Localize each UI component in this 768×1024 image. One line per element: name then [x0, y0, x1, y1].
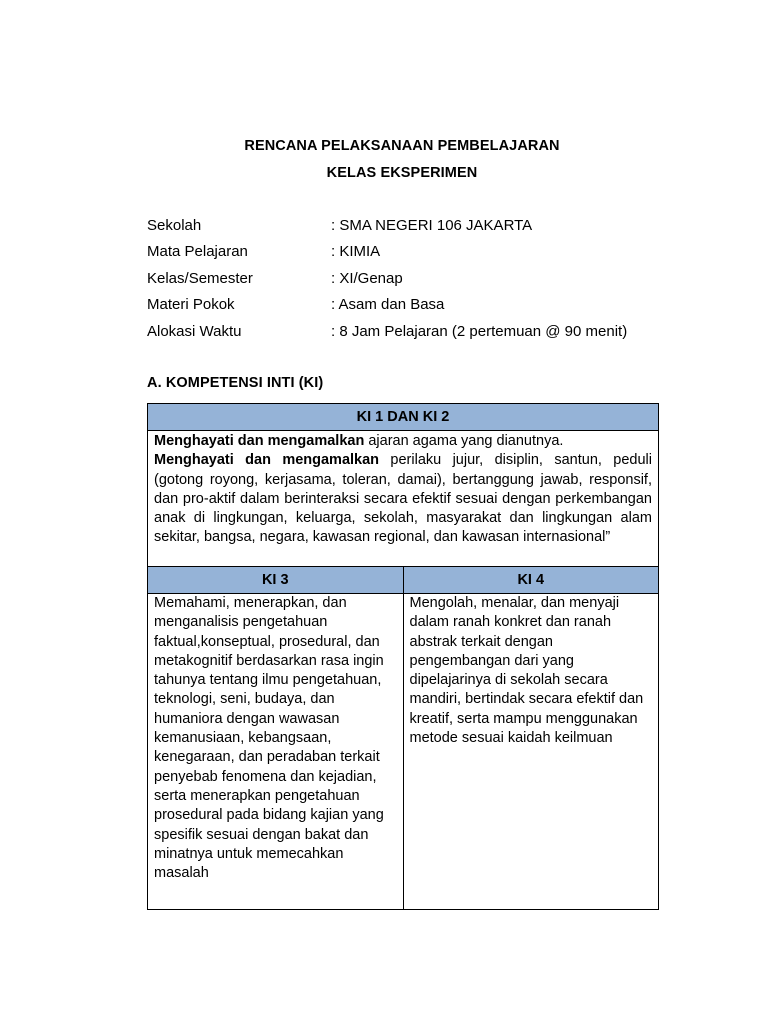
info-label: Mata Pelajaran: [147, 243, 248, 260]
info-value: : 8 Jam Pelajaran (2 pertemuan @ 90 menit): [331, 323, 628, 340]
table-row: [148, 594, 659, 910]
info-label: Sekolah: [147, 217, 202, 234]
ki1-text: ajaran agama yang dianutnya.: [364, 433, 564, 449]
info-value: : SMA NEGERI 106 JAKARTA: [331, 217, 533, 234]
info-label: Materi Pokok: [147, 296, 235, 313]
ki12-content-cell: [148, 431, 659, 567]
table-header-ki3: KI 3: [148, 567, 404, 594]
section-heading-kompetensi-inti: A. KOMPETENSI INTI (KI): [147, 375, 324, 391]
table-header-ki12: KI 1 DAN KI 2: [148, 404, 659, 431]
kompetensi-inti-table: [147, 403, 659, 910]
document-title: RENCANA PELAKSANAAN PEMBELAJARAN: [244, 138, 560, 154]
info-label: Kelas/Semester: [147, 270, 253, 287]
table-row: [148, 404, 659, 431]
table-row: [148, 431, 659, 567]
ki3-content-cell: Memahami, menerapkan, dan menganalisis pengetahuan faktual,konseptual, prosedural, dan metakognitif berdasarkan rasa ingin tahunya tentang ilmu pengetahuan, teknologi, seni, budaya, dan humaniora dengan wawasan kemanusiaan, kebangsaan, kenegaraan, dan peradaban terkait penyebab fenomena dan kejadian, serta menerapkan pengetahuan prosedural pada bidang kajian yang spesifik sesuai dengan bakat dan minatnya untuk memecahkan masalah: [148, 594, 404, 910]
table-row: [148, 567, 659, 594]
ki4-content-cell: Mengolah, menalar, dan menyaji dalam ranah konkret dan ranah abstrak terkait dengan pengembangan dari yang dipelajarinya di sekolah secara mandiri, bertindak secara efektif dan kreatif, serta mampu menggunakan metode sesuai kaidah keilmuan: [403, 594, 659, 910]
ki2-text: perilaku jujur, disiplin, santun, peduli (gotong royong, kerjasama, toleran, damai), bertanggung jawab, responsif, dan pro-aktif dalam berinteraksi secara efektif sesuai dengan perkembangan anak di lingkungan, keluarga, sekolah, masyarakat dan lingkungan alam sekitar, bangsa, negara, kawasan regional, dan kawasan internasional”: [154, 452, 652, 546]
info-value: : Asam dan Basa: [331, 296, 445, 313]
ki1-bold-text: Menghayati dan mengamalkan: [154, 433, 365, 449]
info-label: Alokasi Waktu: [147, 323, 242, 340]
table-header-ki4: KI 4: [403, 567, 659, 594]
info-value: : KIMIA: [331, 243, 381, 260]
ki2-bold-text: Menghayati dan mengamalkan: [154, 452, 380, 469]
document-subtitle: KELAS EKSPERIMEN: [326, 165, 478, 181]
info-value: : XI/Genap: [331, 270, 403, 287]
